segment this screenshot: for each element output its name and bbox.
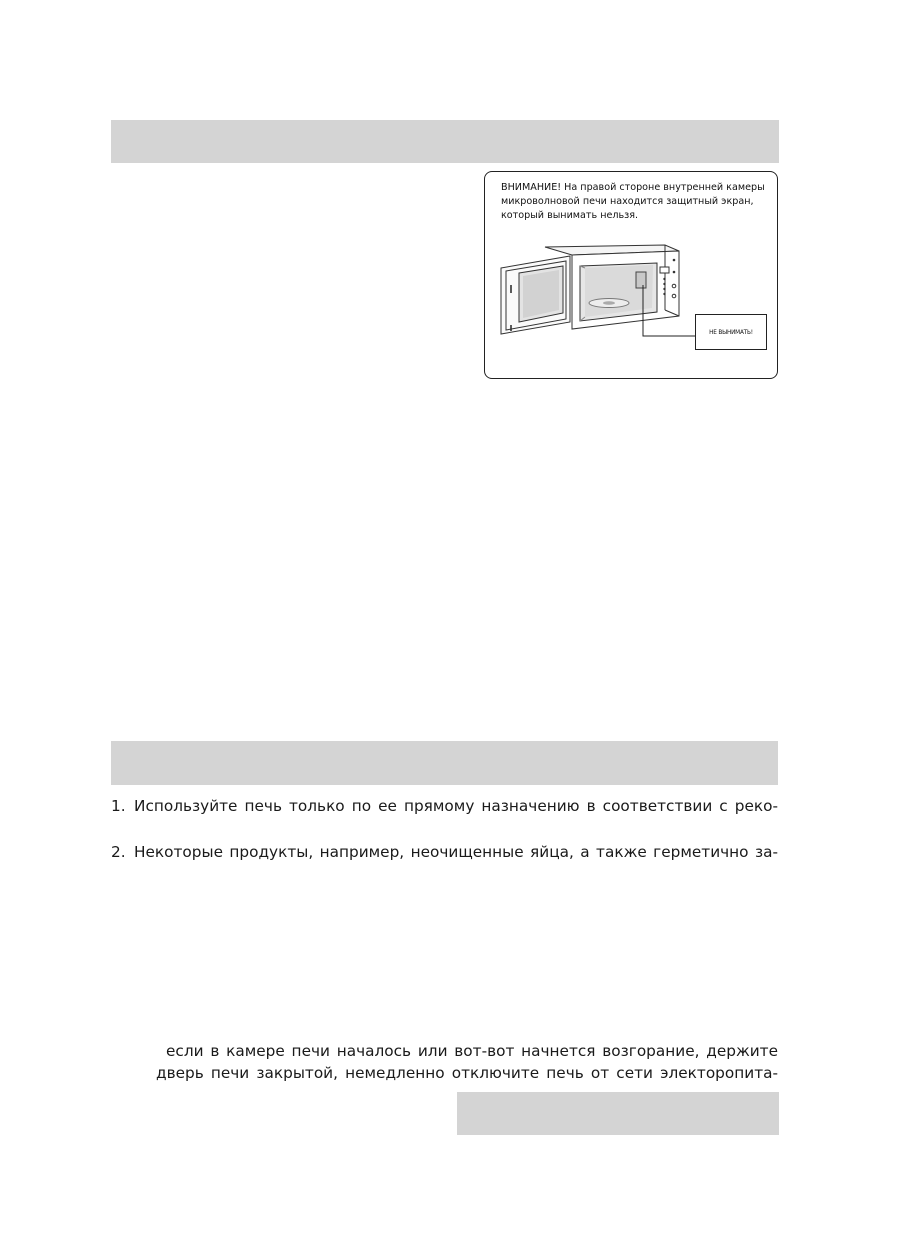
warning-caption-line: ВНИМАНИЕ! На правой стороне внутренней камеры: [501, 182, 765, 193]
list-item-text: Используйте печь только по ее прямому назначению в соответствии с реко-: [134, 797, 778, 815]
list-item-text: Некоторые продукты, например, неочищенные яйца, а также герметично за-: [134, 843, 778, 861]
paragraph-line: если в камере печи началось или вот-вот начнется возгорание, держите: [166, 1042, 778, 1060]
warning-caption-line: микроволновой печи находится защитный экран,: [501, 196, 754, 207]
microwave-door: [501, 256, 570, 334]
list-item: [111, 842, 778, 862]
list-item-number: 1.: [111, 797, 126, 815]
section-header-band-mid: [111, 741, 778, 785]
callout-label: НЕ ВЫНИМАТЬ!: [709, 328, 753, 336]
do-not-remove-callout: [695, 314, 767, 350]
section-header-band-top: [111, 120, 779, 163]
section-header-band-bottom: [457, 1092, 779, 1135]
paragraph-line: дверь печи закрытой, немедленно отключите печь от сети электоропита-: [156, 1064, 778, 1082]
list-item-number: 2.: [111, 843, 126, 861]
list-item: [111, 796, 778, 816]
warning-figure: [484, 171, 778, 379]
warning-caption-line: который вынимать нельзя.: [501, 210, 639, 221]
